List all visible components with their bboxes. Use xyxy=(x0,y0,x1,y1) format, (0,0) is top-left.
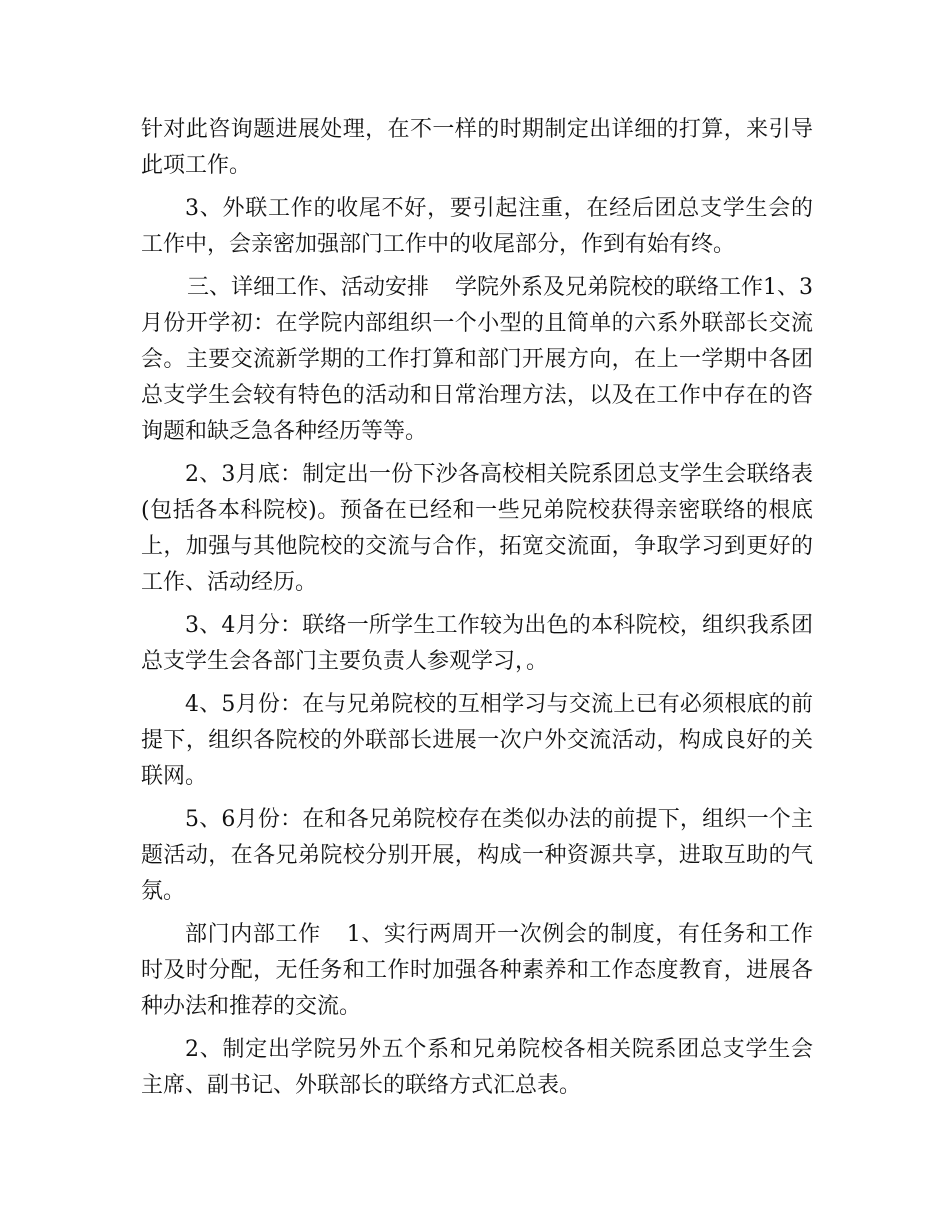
paragraph-text: 针对此咨询题进展处理，在不一样的时期制定出详细的打算，来引导此项工作。 xyxy=(141,117,813,178)
section-heading: 三、详细工作、活动安排 xyxy=(187,275,430,300)
paragraph-text: 2、3月底：制定出一份下沙各高校相关院系团总支学生会联络表(包括各本科院校)。预备在已经和一些兄弟院校获得亲密联络的根底上，加强与其他院校的交流与合作，拓宽交流面，争取学习到更好的工作、活动经历。 xyxy=(141,462,813,595)
paragraph xyxy=(141,112,813,184)
paragraph-text: 5、6月份：在和各兄弟院校存在类似办法的前提下，组织一个主题活动，在各兄弟院校分别开展，构成一种资源共享，进取互助的气氛。 xyxy=(141,807,813,904)
paragraph xyxy=(141,917,813,1025)
paragraph xyxy=(141,802,813,910)
paragraph xyxy=(141,270,813,450)
section-heading: 部门内部工作 xyxy=(185,922,321,947)
paragraph xyxy=(141,608,813,680)
paragraph-text: 1、实行两周开一次例会的制度，有任务和工作时及时分配，无任务和工作时加强各种素养和工作态度教育，进展各种办法和推荐的交流。 xyxy=(141,922,813,1019)
paragraph xyxy=(141,1032,813,1104)
paragraph-text: 4、5月份：在与兄弟院校的互相学习与交流上已有必须根底的前提下，组织各院校的外联部长进展一次户外交流活动，构成良好的关联网。 xyxy=(141,692,813,789)
paragraph xyxy=(141,687,813,795)
paragraph xyxy=(141,191,813,263)
paragraph-text: 3、4月分：联络一所学生工作较为出色的本科院校，组织我系团总支学生会各部门主要负责人参观学习，。 xyxy=(141,613,813,674)
paragraph-text: 2、制定出学院另外五个系和兄弟院校各相关院系团总支学生会主席、副书记、外联部长的联络方式汇总表。 xyxy=(141,1037,813,1098)
paragraph-text: 学院外系及兄弟院校的联络工作1、3月份开学初：在学院内部组织一个小型的且简单的六系外联部长交流会。主要交流新学期的工作打算和部门开展方向，在上一学期中各团总支学生会较有特色的活动和日常治理方法，以及在工作中存在的咨询题和缺乏急各种经历等等。 xyxy=(141,275,814,444)
paragraph-text: 3、外联工作的收尾不好，要引起注重，在经后团总支学生会的工作中，会亲密加强部门工作中的收尾部分，作到有始有终。 xyxy=(141,196,813,257)
paragraph xyxy=(141,457,813,601)
document-body xyxy=(141,112,813,1111)
